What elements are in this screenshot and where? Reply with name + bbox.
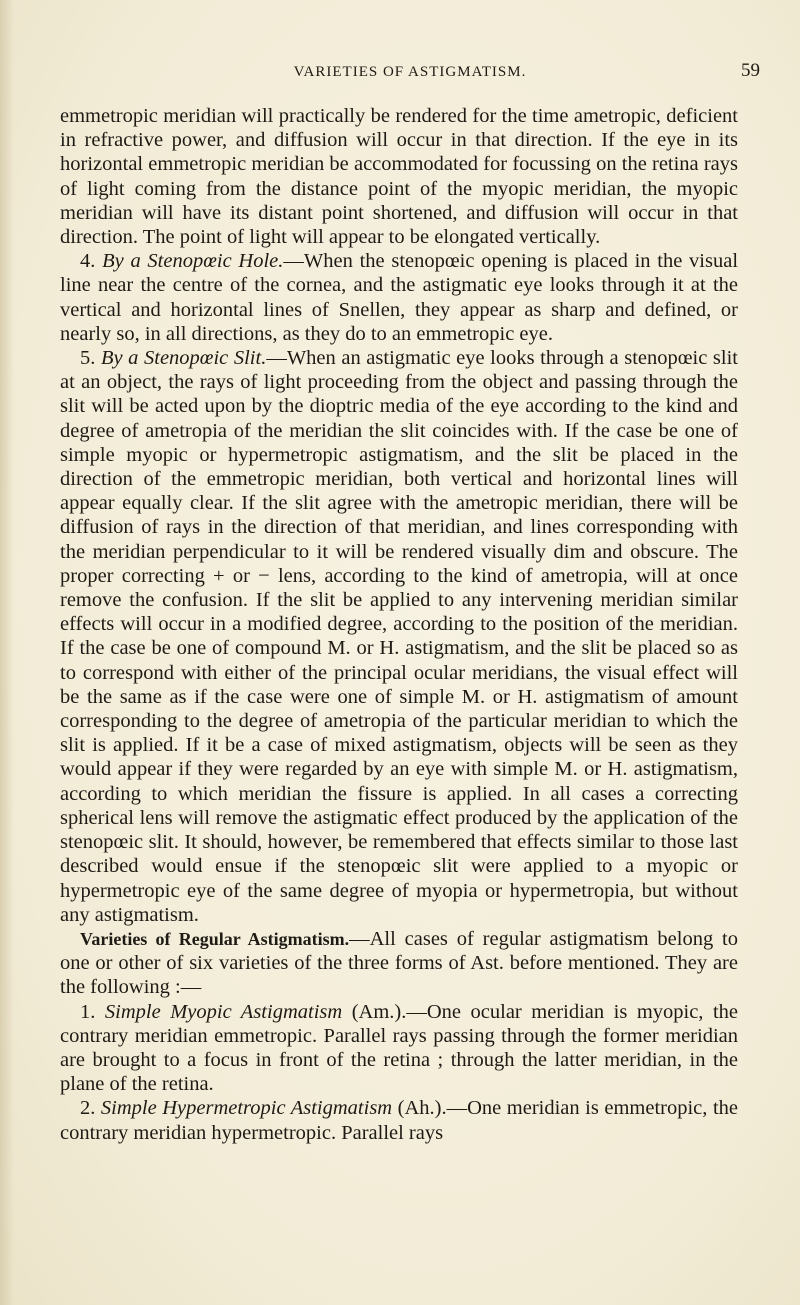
item-number: 4. [80,250,96,273]
running-header [60,60,760,84]
paragraph-text: (Am.).—One ocular meridian is myopic, the contrary meridian emmetropic. Parallel rays passing through the former meridian are brought to a focus in front of the retina ; through the latter meridian, in the plane of the retina. [60,1000,738,1096]
paragraph-text: —When the stenopœic opening is placed in the visual line near the centre of the cornea, and the astigmatic eye looks through it at the vertical and horizontal lines of Snellen, they appear as sharp and defined, or nearly so, in all directions, as they do to an emmetropic eye. [60,250,739,345]
item-title: Simple Hypermetropic Astigmatism [100,1097,393,1120]
paragraph-text: —When an astigmatic eye looks through a stenopœic slit at an object, the rays of light proceeding from the object and passing through the slit will be acted upon by the dioptric media of the eye according to the kind and degree of ametropia of the meridian the slit coincides with. If the case be one of simple myopic or hypermetropic astigmatism, and the slit be placed in the direction of the emmetropic meridian, both vertical and horizontal lines will appear equally clear. If the slit agree with the ametropic meridian, there will be diffusion of rays in the direction of that meridian, and lines corresponding with the meridian perpendicular to it will be rendered visually dim and obscure. The proper correcting + or − lens, according to the kind of ametropia, will at once remove the confusion. If the slit be applied to any intervening meridian similar effects will occur in a modified degree, according to the position of the meridian. If the case be one of compound M. or H. astigmatism, and the slit be placed so as to correspond with either of the principal ocular meridians, the visual effect will be the same as if the case were one of simple M. or H. astigmatism of amount corresponding to the degree of ametropia of the particular meridian to which the slit is applied. If it be a case of mixed astigmatism, objects will be seen as they would appear if they were regarded by an eye with simple M. or H. astigmatism, according to which meridian the fissure is applied. In all cases a correcting spherical lens will remove the astigmatic effect produced by the application of the stenopœic slit. It should, however, be remembered that effects similar to those last described would ensue if the stenopœic slit were applied to a myopic or hypermetropic eye of the same degree of myopia or hypermetropia, but without any astigmatism. [60,347,738,926]
paragraph-text: emmetropic meridian will practically be rendered for the time ametropic, deficient in refractive power, and diffusion will occur in that direction. If the eye in its horizontal emmetropic meridian be accommodated for focussing on the retina rays of light coming from the distance point of the myopic meridian, the myopic meridian will have its distant point shortened, and diffusion will occur in that direction. The point of light will appear to be elongated vertically. [60,105,738,249]
item-title: Simple Myopic Astigmatism [104,1000,343,1023]
running-title: VARIETIES OF ASTIGMATISM. [293,64,527,80]
paragraph-stenopoeic-slit [60,346,738,927]
item-number: 2. [80,1097,96,1120]
body-text [60,104,738,1145]
paragraph-text: —All cases of regular astigmatism belong to one or other of six varieties of the three forms of Ast. before mentioned. They are the following :— [60,927,739,999]
paragraph-varieties-heading [60,927,738,1000]
paragraph-continuation [60,104,738,249]
paragraph-simple-myopic [60,1000,738,1097]
section-run-in-heading: Varieties of Regular Astigmatism. [80,928,350,949]
paragraph-stenopoeic-hole [60,249,738,346]
paragraph-text: (Ah.).—One meridian is emmetropic, the contrary meridian hypermetropic. Parallel rays [60,1097,738,1144]
page-gutter-shadow [0,0,14,1305]
item-number: 1. [80,1000,96,1023]
paragraph-simple-hypermetropic [60,1096,738,1144]
item-title: By a Stenopœic Hole. [102,250,284,273]
item-title: By a Stenopœic Slit. [100,347,267,370]
item-number: 5. [80,347,96,370]
page-number: 59 [741,60,760,81]
